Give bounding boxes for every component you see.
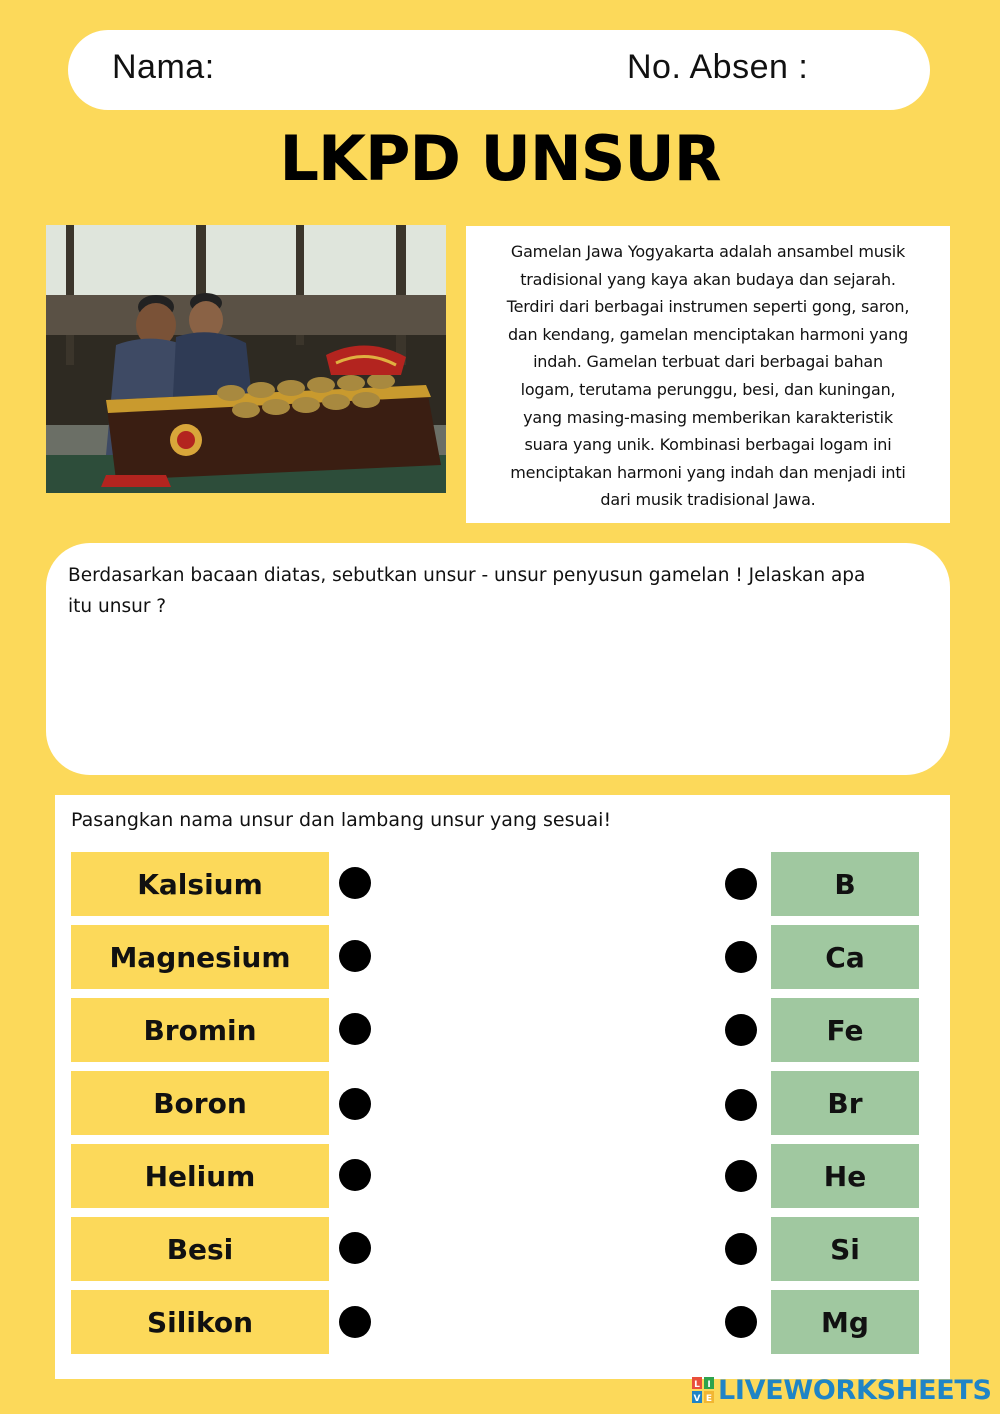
element-symbol-card: Si <box>771 1217 919 1281</box>
svg-text:L: L <box>694 1380 700 1390</box>
left-connector-dot[interactable] <box>339 1088 371 1120</box>
name-label: Nama: <box>112 48 215 86</box>
gamelan-illustration <box>46 225 446 493</box>
reading-line: logam, terutama perunggu, besi, dan kuningan, <box>520 379 896 399</box>
element-name-card: Helium <box>71 1144 329 1208</box>
liveworksheets-logo-icon <box>692 1377 714 1403</box>
right-connector-dot[interactable] <box>725 1233 757 1265</box>
element-symbol-card: Br <box>771 1071 919 1135</box>
svg-text:E: E <box>705 1394 713 1403</box>
right-connector-dot[interactable] <box>725 868 757 900</box>
element-name-card: Silikon <box>71 1290 329 1354</box>
left-connector-dot[interactable] <box>339 1159 371 1191</box>
question-box <box>46 543 950 775</box>
reading-line: Terdiri dari berbagai instrumen seperti gong, saron, <box>506 297 910 317</box>
element-name-card: Bromin <box>71 998 329 1062</box>
right-connector-dot[interactable] <box>725 941 757 973</box>
question-text-line2: itu unsur ? <box>68 596 167 617</box>
question-text-line1: Berdasarkan bacaan diatas, sebutkan unsur - unsur penyusun gamelan ! Jelaskan apa <box>68 565 866 586</box>
left-connector-dot[interactable] <box>339 1306 371 1338</box>
reading-passage <box>466 226 950 523</box>
reading-line: suara yang unik. Kombinasi berbagai logam ini <box>524 435 892 455</box>
left-connector-dot[interactable] <box>339 940 371 972</box>
right-connector-dot[interactable] <box>725 1306 757 1338</box>
absen-label: No. Absen : <box>627 48 809 86</box>
element-symbol-card: Ca <box>771 925 919 989</box>
element-symbol-card: Mg <box>771 1290 919 1354</box>
element-name-card: Kalsium <box>71 852 329 916</box>
liveworksheets-wordmark: LIVEWORKSHEETS <box>718 1374 992 1406</box>
right-connector-dot[interactable] <box>725 1014 757 1046</box>
left-connector-dot[interactable] <box>339 867 371 899</box>
element-name-card: Boron <box>71 1071 329 1135</box>
element-symbol-card: He <box>771 1144 919 1208</box>
reading-line: dari musik tradisional Jawa. <box>600 490 816 510</box>
right-connector-dot[interactable] <box>725 1089 757 1121</box>
element-name-card: Besi <box>71 1217 329 1281</box>
reading-line: dan kendang, gamelan menciptakan harmoni yang <box>507 324 909 344</box>
right-connector-dot[interactable] <box>725 1160 757 1192</box>
left-connector-dot[interactable] <box>339 1232 371 1264</box>
reading-line: tradisional yang kaya akan budaya dan sejarah. <box>520 269 896 289</box>
left-connector-dot[interactable] <box>339 1013 371 1045</box>
matching-instruction: Pasangkan nama unsur dan lambang unsur yang sesuai! <box>71 809 612 831</box>
gamelan-photo <box>46 225 446 493</box>
reading-line: indah. Gamelan terbuat dari berbagai bahan <box>533 352 883 372</box>
svg-text:I: I <box>707 1380 711 1390</box>
matching-panel <box>55 795 950 1379</box>
reading-line: menciptakan harmoni yang indah dan menjadi inti <box>510 462 906 482</box>
element-symbol-card: Fe <box>771 998 919 1062</box>
element-name-card: Magnesium <box>71 925 329 989</box>
reading-line: yang masing-masing memberikan karakteristik <box>523 407 893 427</box>
svg-text:V: V <box>693 1394 701 1403</box>
element-symbol-card: B <box>771 852 919 916</box>
reading-line: Gamelan Jawa Yogyakarta adalah ansambel musik <box>510 242 906 261</box>
answer-input[interactable] <box>68 633 928 751</box>
page-title: LKPD UNSUR <box>279 122 721 195</box>
liveworksheets-logo <box>692 1374 992 1406</box>
